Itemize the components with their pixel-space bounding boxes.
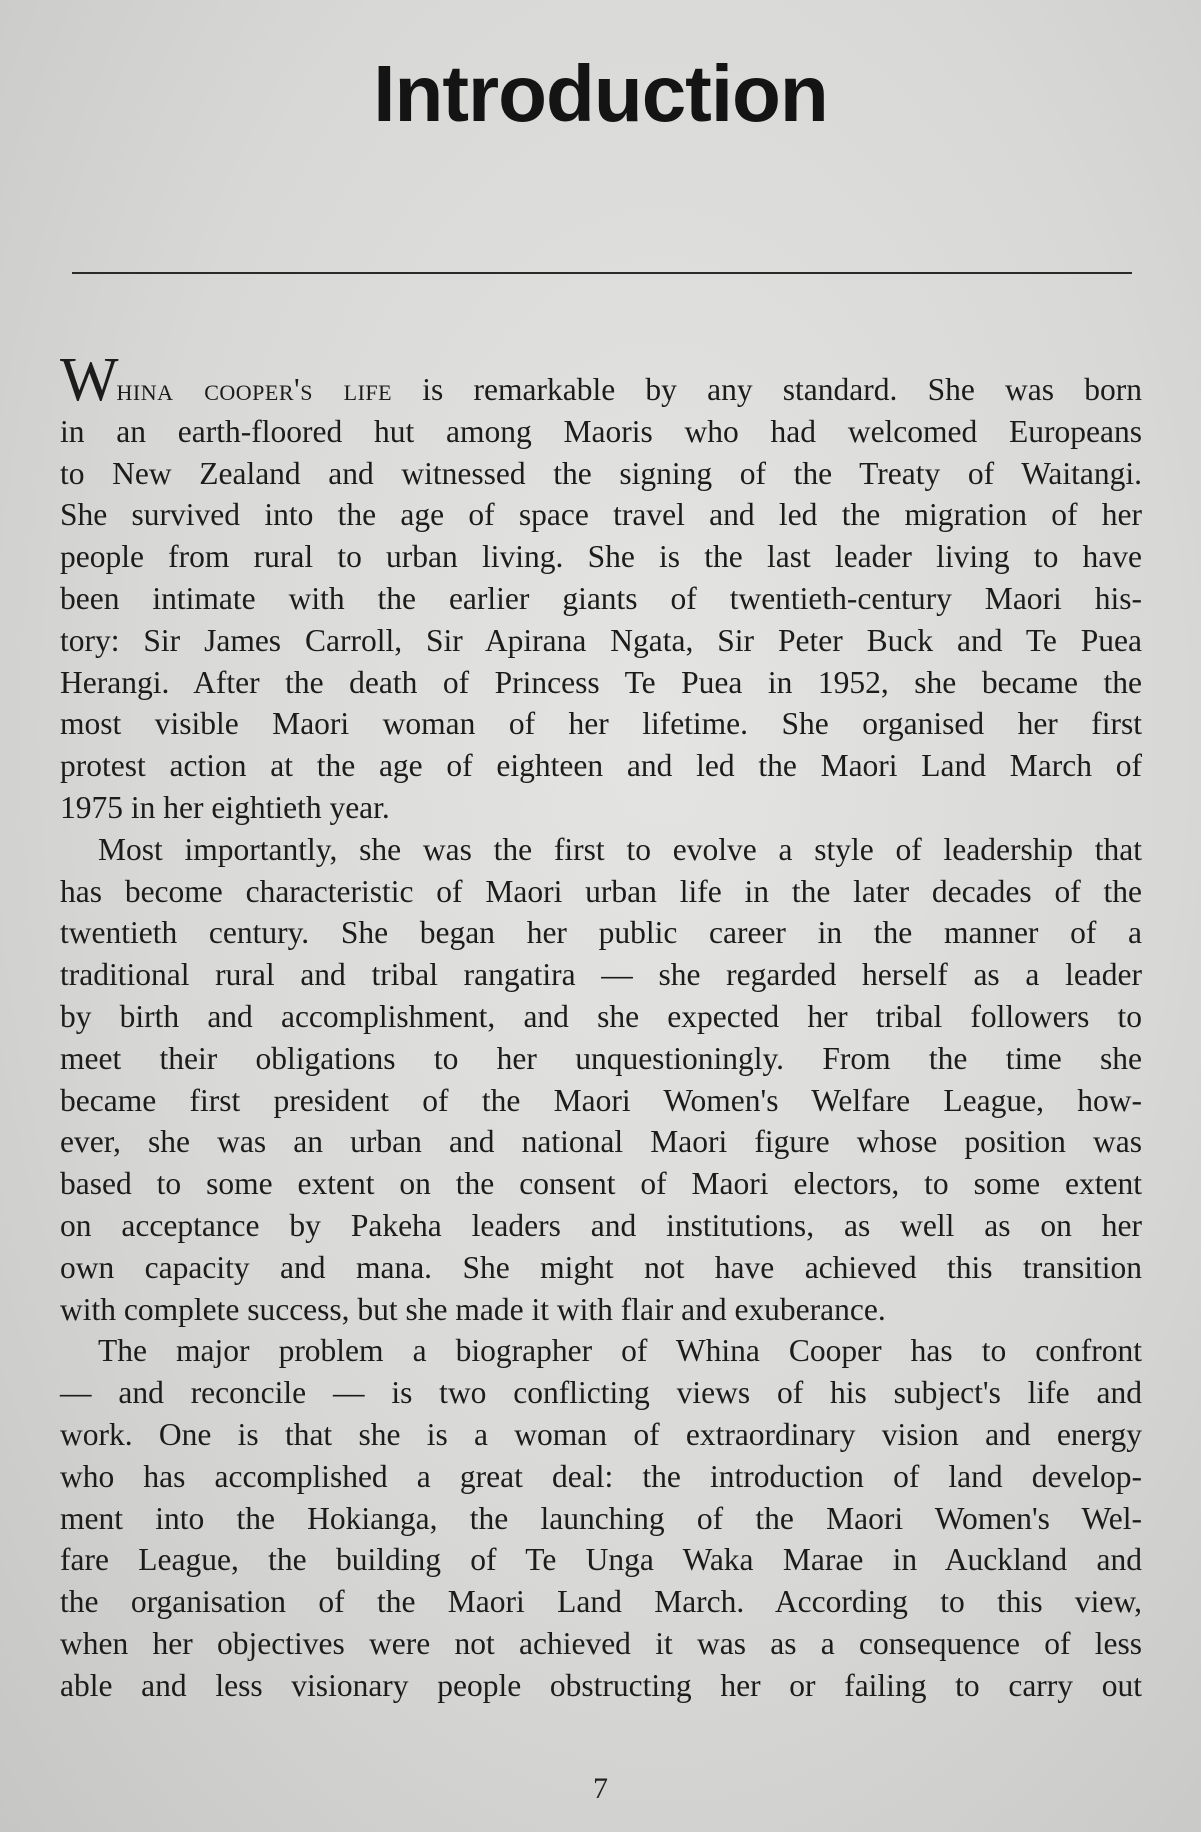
text-line: Most importantly, she was the first to evolve a style of leadership that: [98, 831, 1142, 867]
text-line: able and less visionary people obstructing her or failing to carry out: [60, 1667, 1142, 1703]
text-line: in an earth-floored hut among Maoris who had welcomed Europeans: [60, 413, 1142, 449]
text-line: ment into the Hokianga, the launching of the Maori Women's Wel-: [60, 1500, 1142, 1536]
paragraph-3: [60, 1330, 1142, 1706]
text-line: 1975 in her eightieth year.: [60, 789, 390, 825]
title-rule: [72, 272, 1132, 274]
text-line: people from rural to urban living. She is the last leader living to have: [60, 539, 1142, 575]
page-number: 7: [593, 1772, 608, 1805]
text-line: Whina cooper's life is remarkable by any standard. She was born: [60, 346, 1142, 414]
text-line: became first president of the Maori Women's Welfare League, how-: [60, 1082, 1142, 1118]
text-line: work. One is that she is a woman of extraordinary vision and energy: [60, 1416, 1142, 1452]
text-line: fare League, the building of Te Unga Waka Marae in Auckland and: [60, 1542, 1142, 1578]
text-line: ever, she was an urban and national Maori figure whose position was: [60, 1124, 1142, 1160]
text-line: been intimate with the earlier giants of twentieth-century Maori his-: [60, 580, 1142, 616]
paragraph-1: [60, 346, 1142, 829]
text-line: She survived into the age of space travel and led the migration of her: [60, 497, 1142, 533]
text-line: on acceptance by Pakeha leaders and institutions, as well as on her: [60, 1207, 1142, 1243]
text-line: by birth and accomplishment, and she expected her tribal followers to: [60, 998, 1142, 1034]
text-line: when her objectives were not achieved it was as a consequence of less: [60, 1625, 1142, 1661]
drop-cap: W: [60, 346, 119, 414]
text-line: traditional rural and tribal rangatira — she regarded herself as a leader: [60, 957, 1142, 993]
text-line: most visible Maori woman of her lifetime. She organised her first: [60, 706, 1142, 742]
text-line: protest action at the age of eighteen and led the Maori Land March of: [60, 748, 1142, 784]
text-line: based to some extent on the consent of Maori electors, to some extent: [60, 1166, 1142, 1202]
paragraph-2: [60, 829, 1142, 1331]
text-line: who has accomplished a great deal: the introduction of land develop-: [60, 1458, 1142, 1494]
text-line: twentieth century. She began her public career in the manner of a: [60, 915, 1142, 951]
body-text: [60, 346, 1142, 1707]
text-line: to New Zealand and witnessed the signing of the Treaty of Waitangi.: [60, 455, 1142, 491]
small-caps-lead: hina cooper's life: [116, 372, 393, 407]
text-line: has become characteristic of Maori urban life in the later decades of the: [60, 873, 1142, 909]
text-line: own capacity and mana. She might not have achieved this transition: [60, 1249, 1142, 1285]
text-line: meet their obligations to her unquestioningly. From the time she: [60, 1040, 1142, 1076]
text-line: tory: Sir James Carroll, Sir Apirana Ngata, Sir Peter Buck and Te Puea: [60, 622, 1142, 658]
text-line: with complete success, but she made it with flair and exuberance.: [60, 1291, 886, 1327]
text-line: The major problem a biographer of Whina Cooper has to confront: [98, 1333, 1142, 1369]
text-line: — and reconcile — is two conflicting views of his subject's life and: [60, 1375, 1142, 1411]
text-line: the organisation of the Maori Land March. According to this view,: [60, 1584, 1142, 1620]
chapter-title: Introduction: [373, 49, 828, 138]
text-line: Herangi. After the death of Princess Te Puea in 1952, she became the: [60, 664, 1142, 700]
